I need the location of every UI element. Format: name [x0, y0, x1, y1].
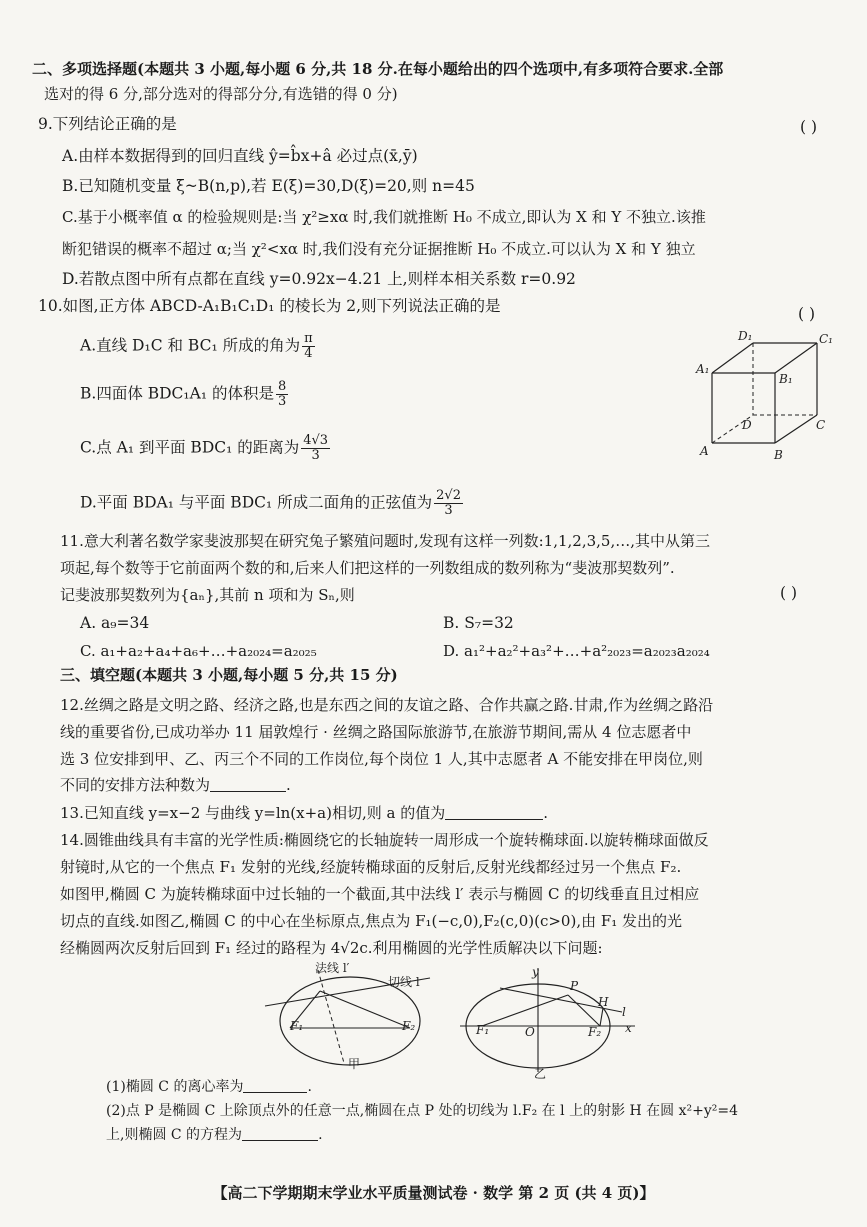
answer-blank[interactable] [243, 1076, 307, 1093]
q14-part1: (1)椭圆 C 的离心率为 . [106, 1076, 312, 1098]
q14-part2-line1: (2)点 P 是椭圆 C 上除顶点外的任意一点,椭圆在点 P 处的切线为 l.F₂ 在 l 上的射影 H 在圆 x²+y²=4 [106, 1103, 739, 1119]
q13-line: 13.已知直线 y=x−2 与曲线 y=ln(x+a)相切,则 a 的值为 . [60, 804, 548, 822]
fig-jia-normal-label: 法线 l′ [315, 961, 350, 975]
q11-answer-paren: ( ) [780, 584, 798, 602]
q12-line1: 12.丝绸之路是文明之路、经济之路,也是东西之间的友谊之路、合作共赢之路.甘肃,作为丝绸之路沿 [60, 696, 714, 714]
q14-line5: 经椭圆两次反射后回到 F₁ 经过的路程为 4√2c.利用椭圆的光学性质解决以下问题: [60, 939, 603, 957]
fig-yi-x-label: x [625, 1021, 632, 1035]
q12-line2: 线的重要省份,已成功举办 11 届敦煌行 · 丝绸之路国际旅游节,在旅游节期间,需从 4 位志愿者中 [60, 723, 692, 741]
q12-line3: 选 3 位安排到甲、乙、丙三个不同的工作岗位,每个岗位 1 人,其中志愿者 A 不能安排在甲岗位,则 [60, 750, 703, 768]
q9-option-c-line1: C.基于小概率值 α 的检验规则是:当 χ²≥xα 时,我们就推断 H₀ 不成立,即认为 X 和 Y 不独立.该推 [62, 208, 706, 226]
q11-option-b: B. S₇=32 [443, 614, 514, 632]
cube-label-d: D [742, 418, 752, 432]
fig-jia-tangent-label: 切线 l [388, 975, 420, 989]
cube-figure [690, 325, 840, 465]
answer-blank[interactable] [242, 1124, 318, 1141]
q10-option-c: C.点 A₁ 到平面 BDC₁ 的距离为 $\frac{4√3}{3}$ [80, 433, 329, 463]
q14-part2-line2: 上,则椭圆 C 的方程为 . [106, 1124, 323, 1146]
q10-option-d: D.平面 BDA₁ 与平面 BDC₁ 所成二面角的正弦值为 $\frac{2√2}{3}$ [80, 488, 461, 518]
q9-option-b: B.已知随机变量 ξ~B(n,p),若 E(ξ)=30,D(ξ)=20,则 n=45 [62, 177, 475, 195]
q11-line2: 项起,每个数等于它前面两个数的和,后来人们把这样的一列数组成的数列称为“斐波那契数列”. [60, 559, 675, 577]
cube-label-b: B [774, 448, 783, 462]
q10-option-a: A.直线 D₁C 和 BC₁ 所成的角为 $\frac{\pi}{4}$ [80, 331, 313, 361]
q9-answer-paren: ( ) [800, 118, 818, 136]
fig-yi-caption: 乙 [534, 1067, 547, 1080]
cube-label-a1: A₁ [696, 362, 710, 376]
q14-line4: 切点的直线.如图乙,椭圆 C 的中心在坐标原点,焦点为 F₁(−c,0),F₂(c,0)(c>0),由 F₁ 发出的光 [60, 912, 683, 930]
fig-yi-h-label: H [598, 995, 609, 1009]
q9-option-c-line2: 断犯错误的概率不超过 α;当 χ²<xα 时,我们没有充分证据推断 H₀ 不成立.可以认为 X 和 Y 独立 [62, 240, 696, 258]
section-header-cont: 选对的得 6 分,部分选对的得部分分,有选错的得 0 分) [44, 85, 398, 103]
q12-line4: 不同的安排方法种数为 . [60, 776, 291, 794]
q14-line2: 射镜时,从它的一个焦点 F₁ 发射的光线,经旋转椭球面的反射后,反射光线都经过另一个焦点 F₂. [60, 858, 682, 876]
q11-line3: 记斐波那契数列为{aₙ},其前 n 项和为 Sₙ,则 [60, 586, 355, 604]
fig-yi-l-label: l [622, 1005, 626, 1019]
q11-option-a: A. a₉=34 [80, 614, 150, 632]
fig-yi-o-label: O [525, 1025, 535, 1039]
q11-option-d: D. a₁²+a₂²+a₃²+…+a²₂₀₂₃=a₂₀₂₃a₂₀₂₄ [443, 642, 710, 660]
fraction: $\frac{2√2}{3}$ [436, 488, 461, 518]
fig-jia-f2-label: F₂ [402, 1019, 416, 1033]
cube-label-c1: C₁ [819, 332, 833, 346]
section3-header: 三、填空题(本题共 3 小题,每小题 5 分,共 15 分) [60, 666, 398, 684]
ellipse-figure-yi [460, 960, 640, 1080]
q9-stem: 9.下列结论正确的是 [38, 115, 177, 133]
fig-jia-f1-label: F₁ [290, 1019, 304, 1033]
q9-option-d: D.若散点图中所有点都在直线 y=0.92x−4.21 上,则样本相关系数 r=0.92 [62, 270, 576, 288]
q14-line1: 14.圆锥曲线具有丰富的光学性质:椭圆绕它的长轴旋转一周形成一个旋转椭球面.以旋转椭球面做反 [60, 831, 709, 849]
cube-label-d1: D₁ [738, 329, 753, 343]
answer-blank[interactable] [210, 775, 286, 792]
fraction: $\frac{4√3}{3}$ [303, 433, 329, 463]
fig-yi-y-label: y [532, 965, 539, 979]
page-footer: 【高二下学期期末学业水平质量测试卷 · 数学 第 2 页 (共 4 页)】 [212, 1184, 655, 1202]
fraction: $\frac{\pi}{4}$ [304, 331, 313, 361]
q11-line1: 11.意大利著名数学家斐波那契在研究兔子繁殖问题时,发现有这样一列数:1,1,2,3,5,…,其中从第三 [60, 532, 711, 550]
q10-stem: 10.如图,正方体 ABCD-A₁B₁C₁D₁ 的棱长为 2,则下列说法正确的是 [38, 297, 501, 315]
fig-jia-caption: 甲 [348, 1057, 361, 1071]
answer-blank[interactable] [445, 803, 543, 820]
q11-option-c: C. a₁+a₂+a₄+a₆+…+a₂₀₂₄=a₂₀₂₅ [80, 642, 317, 660]
section-header: 二、多项选择题(本题共 3 小题,每小题 6 分,共 18 分.在每小题给出的四个选项中,有多项符合要求.全部 [32, 60, 724, 78]
cube-label-c: C [816, 418, 826, 432]
fraction: $\frac{8}{3}$ [277, 379, 287, 409]
fig-yi-p-label: P [570, 979, 579, 993]
q10-answer-paren: ( ) [798, 305, 816, 323]
cube-label-b1: B₁ [779, 372, 793, 386]
q14-line3: 如图甲,椭圆 C 为旋转椭球面中过长轴的一个截面,其中法线 l′ 表示与椭圆 C 的切线垂直且过相应 [60, 885, 700, 903]
q9-option-a: A.由样本数据得到的回归直线 ŷ=b̂x+â 必过点(x̄,ȳ) [62, 147, 418, 165]
cube-label-a: A [700, 444, 709, 458]
ellipse-figure-jia [260, 958, 440, 1076]
fig-yi-f1-label: F₁ [476, 1023, 490, 1037]
fig-yi-f2-label: F₂ [588, 1025, 602, 1039]
q10-option-b: B.四面体 BDC₁A₁ 的体积是 $\frac{8}{3}$ [80, 379, 287, 409]
